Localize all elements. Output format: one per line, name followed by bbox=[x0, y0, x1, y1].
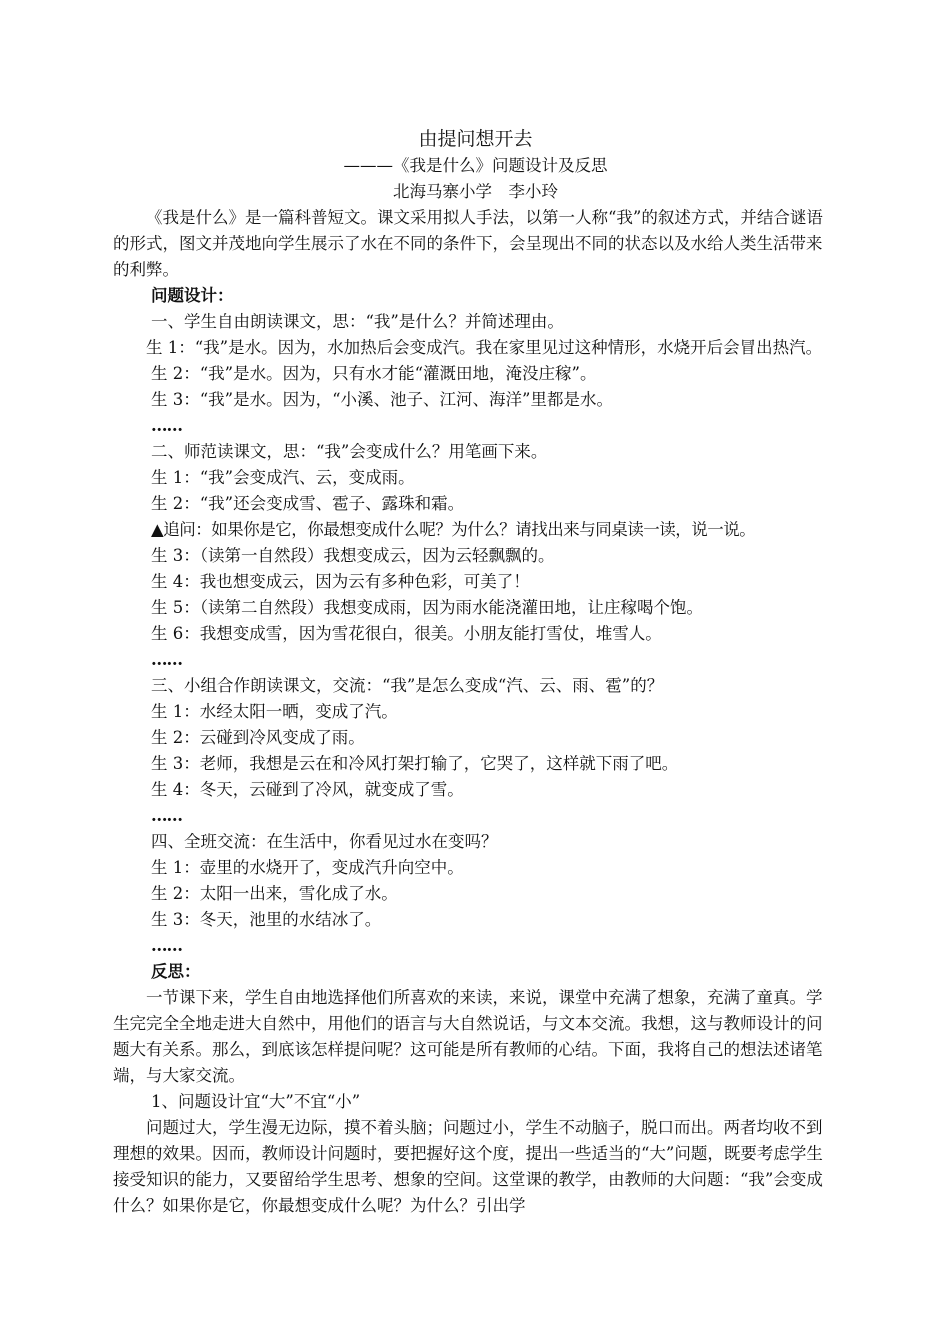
answer-line: 生 2：太阳一出来，雪化成了水。 bbox=[151, 884, 398, 903]
question-1: 一、学生自由朗读课文，思：“我”是什么？并简述理由。 bbox=[151, 312, 564, 331]
reflection-paragraph: 问题过大，学生漫无边际，摸不着头脑；问题过小，学生不动脑子，脱口而出。两者均收不到理想的效果。因而，教师设计问题时，要把握好这个度，提出一些适当的“大”问题，既要考虑学生接受知识的能力，又要留给学生思考、想象的空间。这堂课的教学，由教师的大问题：“我”会变成什么？如果你是它，你最想变成什么呢？为什么？引出学 bbox=[113, 1118, 823, 1215]
answer-line: 生 5：（读第二自然段）我想变成雨，因为雨水能浇灌田地，让庄稼喝个饱。 bbox=[151, 598, 703, 617]
ellipsis: …… bbox=[151, 416, 182, 435]
answer-line: 生 1：“我”是水。因为，水加热后会变成汽。我在家里见过这种情形，水烧开后会冒出热汽。 bbox=[146, 338, 823, 357]
intro-paragraph: 《我是什么》是一篇科普短文。课文采用拟人手法，以第一人称“我”的叙述方式，并结合谜语的形式，图文并茂地向学生展示了水在不同的条件下，会呈现出不同的状态以及水给人类生活带来的利弊。 bbox=[113, 208, 823, 279]
answer-line: 生 4：我也想变成云，因为云有多种色彩，可美了！ bbox=[151, 572, 530, 591]
ellipsis: …… bbox=[151, 650, 182, 669]
question-2: 二、师范读课文，思：“我”会变成什么？用笔画下来。 bbox=[151, 442, 548, 461]
answer-line: 生 3：（读第一自然段）我想变成云，因为云轻飘飘的。 bbox=[151, 546, 555, 565]
answer-line: 生 2：“我”还会变成雪、雹子、露珠和霜。 bbox=[151, 494, 465, 513]
design-heading: 问题设计： bbox=[151, 286, 234, 305]
answer-line: 生 1：壶里的水烧开了，变成汽升向空中。 bbox=[151, 858, 464, 877]
answer-line: 生 3：老师，我想是云在和冷风打架打输了，它哭了，这样就下雨了吧。 bbox=[151, 754, 679, 773]
answer-line: 生 3：冬天，池里的水结冰了。 bbox=[151, 910, 382, 929]
answer-line: 生 6：我想变成雪，因为雪花很白，很美。小朋友能打雪仗，堆雪人。 bbox=[151, 624, 662, 643]
document-author: 北海马寨小学 李小玲 bbox=[393, 182, 558, 201]
document-subtitle: ———《我是什么》问题设计及反思 bbox=[343, 156, 608, 175]
follow-up-question: ▲追问：如果你是它，你最想变成什么呢？为什么？请找出来与同桌读一读，说一说。 bbox=[151, 520, 756, 539]
answer-line: 生 3：“我”是水。因为，“小溪、池子、江河、海洋”里都是水。 bbox=[151, 390, 613, 409]
question-4: 四、全班交流：在生活中，你看见过水在变吗？ bbox=[151, 832, 498, 851]
answer-line: 生 4：冬天，云碰到了冷风，就变成了雪。 bbox=[151, 780, 464, 799]
ellipsis: …… bbox=[151, 806, 182, 825]
document-title: 由提问想开去 bbox=[418, 128, 533, 150]
reflection-paragraph: 一节课下来，学生自由地选择他们所喜欢的来读，来说，课堂中充满了想象，充满了童真。学生完完全全地走进大自然中，用他们的语言与大自然说话，与文本交流。我想，这与教师设计的问题大有关系。那么，到底该怎样提问呢？这可能是所有教师的心结。下面，我将自己的想法述诸笔端，与大家交流。 bbox=[113, 988, 823, 1085]
answer-line: 生 1：“我”会变成汽、云，变成雨。 bbox=[151, 468, 415, 487]
ellipsis: …… bbox=[151, 936, 182, 955]
reflection-point-1: 1、问题设计宜“大”不宜“小” bbox=[151, 1092, 361, 1111]
question-3: 三、小组合作朗读课文，交流：“我”是怎么变成“汽、云、雨、雹”的？ bbox=[151, 676, 664, 695]
answer-line: 生 2：“我”是水。因为，只有水才能“灌溉田地，淹没庄稼”。 bbox=[151, 364, 597, 383]
answer-line: 生 1：水经太阳一晒，变成了汽。 bbox=[151, 702, 398, 721]
reflection-heading: 反思： bbox=[151, 962, 201, 981]
answer-line: 生 2：云碰到冷风变成了雨。 bbox=[151, 728, 365, 747]
document-body bbox=[113, 125, 838, 1219]
